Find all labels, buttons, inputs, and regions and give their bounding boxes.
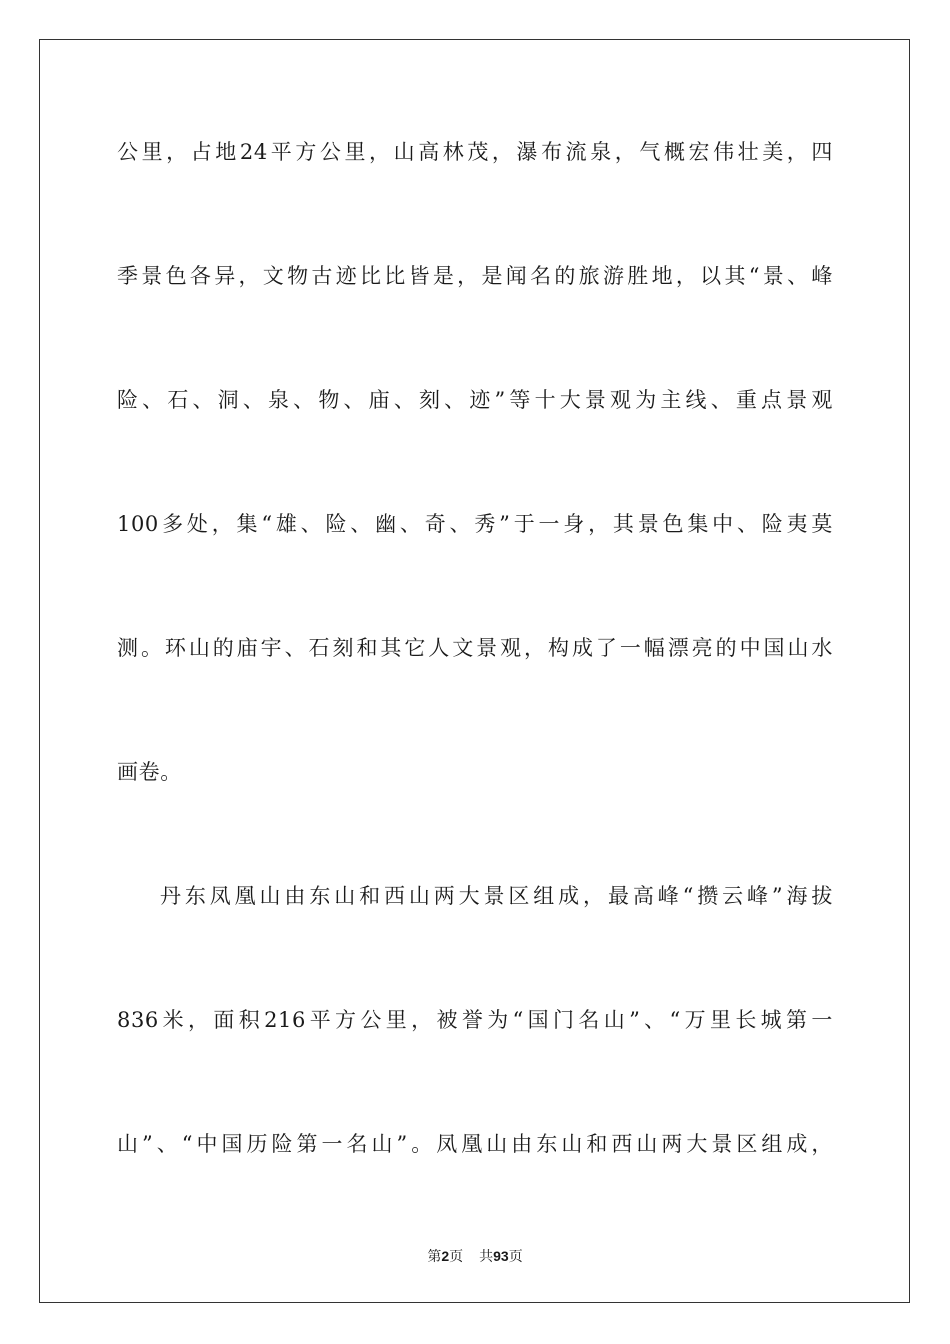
text-line: 公里，占地24平方公里，山高林茂，瀑布流泉，气概宏伟壮美，四 bbox=[117, 140, 833, 164]
total-pages: 93 bbox=[493, 1248, 509, 1264]
text-line: 画卷。 bbox=[117, 760, 182, 784]
text-line: 100多处，集“雄、险、幽、奇、秀”于一身，其景色集中、险夷莫 bbox=[117, 512, 833, 536]
total-pages-indicator: 共93页 bbox=[479, 1248, 523, 1265]
text-line: 测。环山的庙宇、石刻和其它人文景观，构成了一幅漂亮的中国山水 bbox=[117, 636, 833, 660]
text-line: 险、石、洞、泉、物、庙、刻、迹”等十大景观为主线、重点景观 bbox=[117, 388, 833, 412]
text-line: 季景色各异，文物古迹比比皆是，是闻名的旅游胜地，以其“景、峰 bbox=[117, 264, 833, 288]
page-number: 2 bbox=[441, 1248, 450, 1264]
page-indicator: 第2页 bbox=[427, 1248, 464, 1265]
page-footer bbox=[0, 1246, 950, 1267]
paragraph-first-line: 丹东凤凰山由东山和西山两大景区组成，最高峰“攒云峰”海拔 bbox=[160, 884, 833, 908]
text-line: 山”、“中国历险第一名山”。凤凰山由东山和西山两大景区组成， bbox=[117, 1132, 833, 1156]
page-border bbox=[39, 39, 910, 1303]
text-line: 836米，面积216平方公里，被誉为“国门名山”、“万里长城第一 bbox=[117, 1008, 833, 1032]
